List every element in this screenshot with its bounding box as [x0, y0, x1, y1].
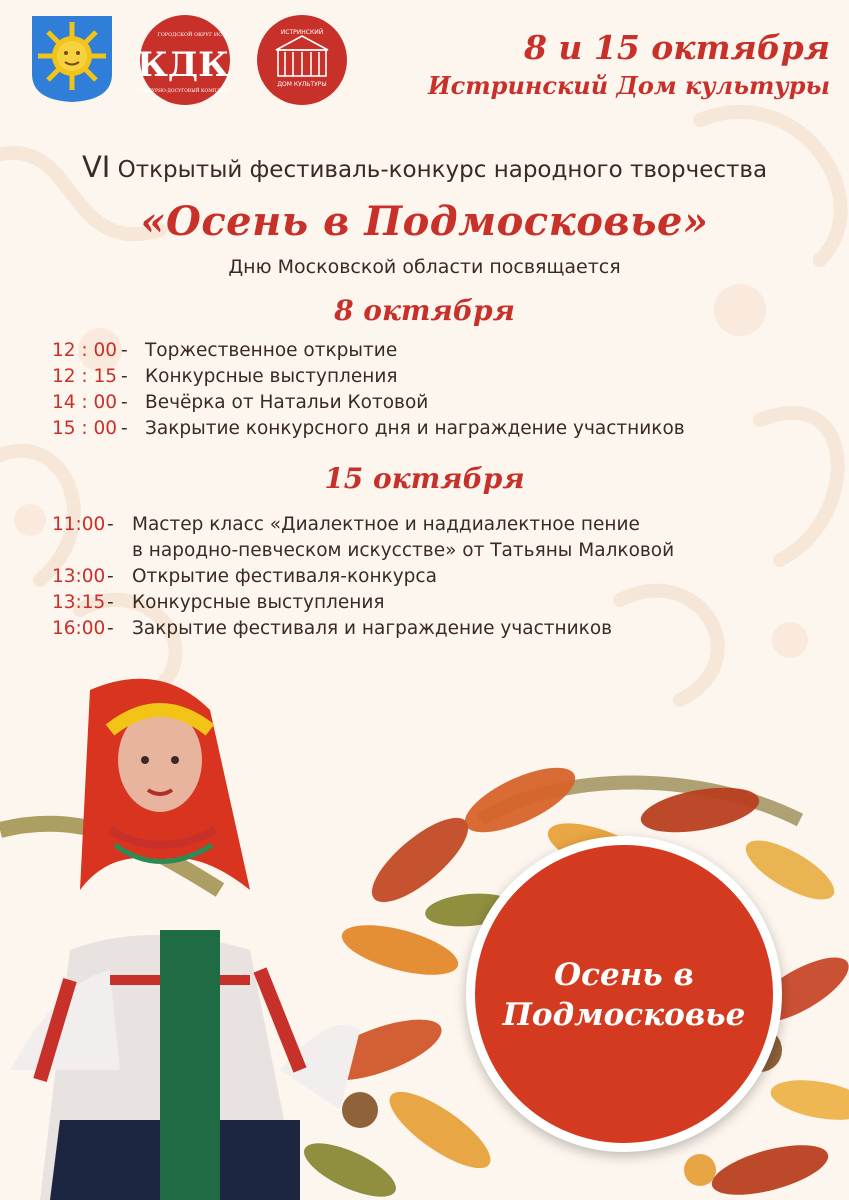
- schedule-dash: -: [121, 340, 128, 361]
- schedule-dash: -: [107, 514, 114, 535]
- schedule-time: 16:00: [52, 618, 106, 639]
- schedule-dash: -: [107, 566, 114, 587]
- festival-title: «Осень в Подмосковье»: [140, 198, 709, 245]
- schedule-item: [0, 364, 849, 390]
- festival-dedication: Дню Московской области посвящается: [228, 256, 621, 278]
- schedule-dash: -: [107, 618, 114, 639]
- schedule-dash: -: [121, 366, 128, 387]
- istra-house-of-culture-logo: [252, 14, 352, 106]
- performer-figure: [10, 679, 360, 1200]
- emblem-line1: Осень в: [554, 957, 694, 993]
- schedule-time: 13:00: [52, 566, 106, 587]
- kdk-logo-letters: КДК: [136, 45, 230, 85]
- schedule-description: Закрытие фестиваля и награждение участников: [132, 618, 613, 639]
- header-dates-block: [370, 28, 830, 104]
- festival-edition-number: VI: [81, 150, 111, 184]
- dk-logo-bottom-text: ДОМ КУЛЬТУРЫ: [277, 81, 327, 88]
- event-dates: 8 и 15 октября: [523, 28, 830, 67]
- emblem-text: [475, 955, 773, 1035]
- day2-heading: 15 октября: [324, 462, 525, 495]
- schedule-item: [0, 416, 849, 442]
- schedule-item: [0, 564, 849, 590]
- header-logos: [30, 14, 350, 109]
- schedule-dash: -: [107, 592, 114, 613]
- schedule-description: Конкурсные выступления: [132, 592, 385, 613]
- day2-schedule: [0, 512, 849, 642]
- schedule-description: Вечёрка от Натальи Котовой: [145, 392, 429, 413]
- coat-of-arms-logo: [30, 14, 114, 104]
- schedule-item: [0, 590, 849, 616]
- schedule-description: Закрытие конкурсного дня и награждение участников: [145, 418, 685, 439]
- schedule-description: [132, 512, 674, 564]
- schedule-time: 14 : 00: [52, 392, 118, 413]
- event-venue: Истринский Дом культуры: [428, 71, 830, 100]
- schedule-time: 12 : 00: [52, 340, 118, 361]
- day1-schedule: [0, 338, 849, 442]
- schedule-item: [0, 616, 849, 642]
- kdk-logo-bottom-text: КУЛЬТУРНО-ДОСУГОВЫЙ КОМПЛЕКС: [135, 89, 231, 94]
- schedule-time: 11:00: [52, 514, 106, 535]
- emblem-line2: Подмосковье: [502, 997, 746, 1033]
- schedule-dash: -: [121, 392, 128, 413]
- kdk-logo: [135, 14, 235, 106]
- kdk-logo-top-text: ГОРОДСКОЙ ОКРУГ ИСТРА: [157, 32, 233, 38]
- schedule-description: Торжественное открытие: [145, 340, 398, 361]
- schedule-item: [0, 338, 849, 364]
- schedule-dash: -: [121, 418, 128, 439]
- festival-emblem: [466, 836, 782, 1152]
- schedule-description-line1: Мастер класс «Диалектное и наддиалектное пение: [132, 514, 640, 535]
- schedule-description: Открытие фестиваля-конкурса: [132, 566, 437, 587]
- festival-subtitle-text: Открытый фестиваль-конкурс народного творчества: [117, 157, 768, 183]
- schedule-time: 13:15: [52, 592, 106, 613]
- day1-heading: 8 октября: [334, 294, 515, 327]
- schedule-time: 15 : 00: [52, 418, 118, 439]
- schedule-item: [0, 512, 849, 564]
- schedule-description: Конкурсные выступления: [145, 366, 398, 387]
- dk-logo-top-text: ИСТРИНСКИЙ: [280, 29, 324, 36]
- festival-subtitle: [0, 150, 849, 184]
- schedule-item: [0, 390, 849, 416]
- schedule-time: 12 : 15: [52, 366, 118, 387]
- schedule-description-line2: в народно-певческом искусстве» от Татьяны Малковой: [132, 540, 675, 561]
